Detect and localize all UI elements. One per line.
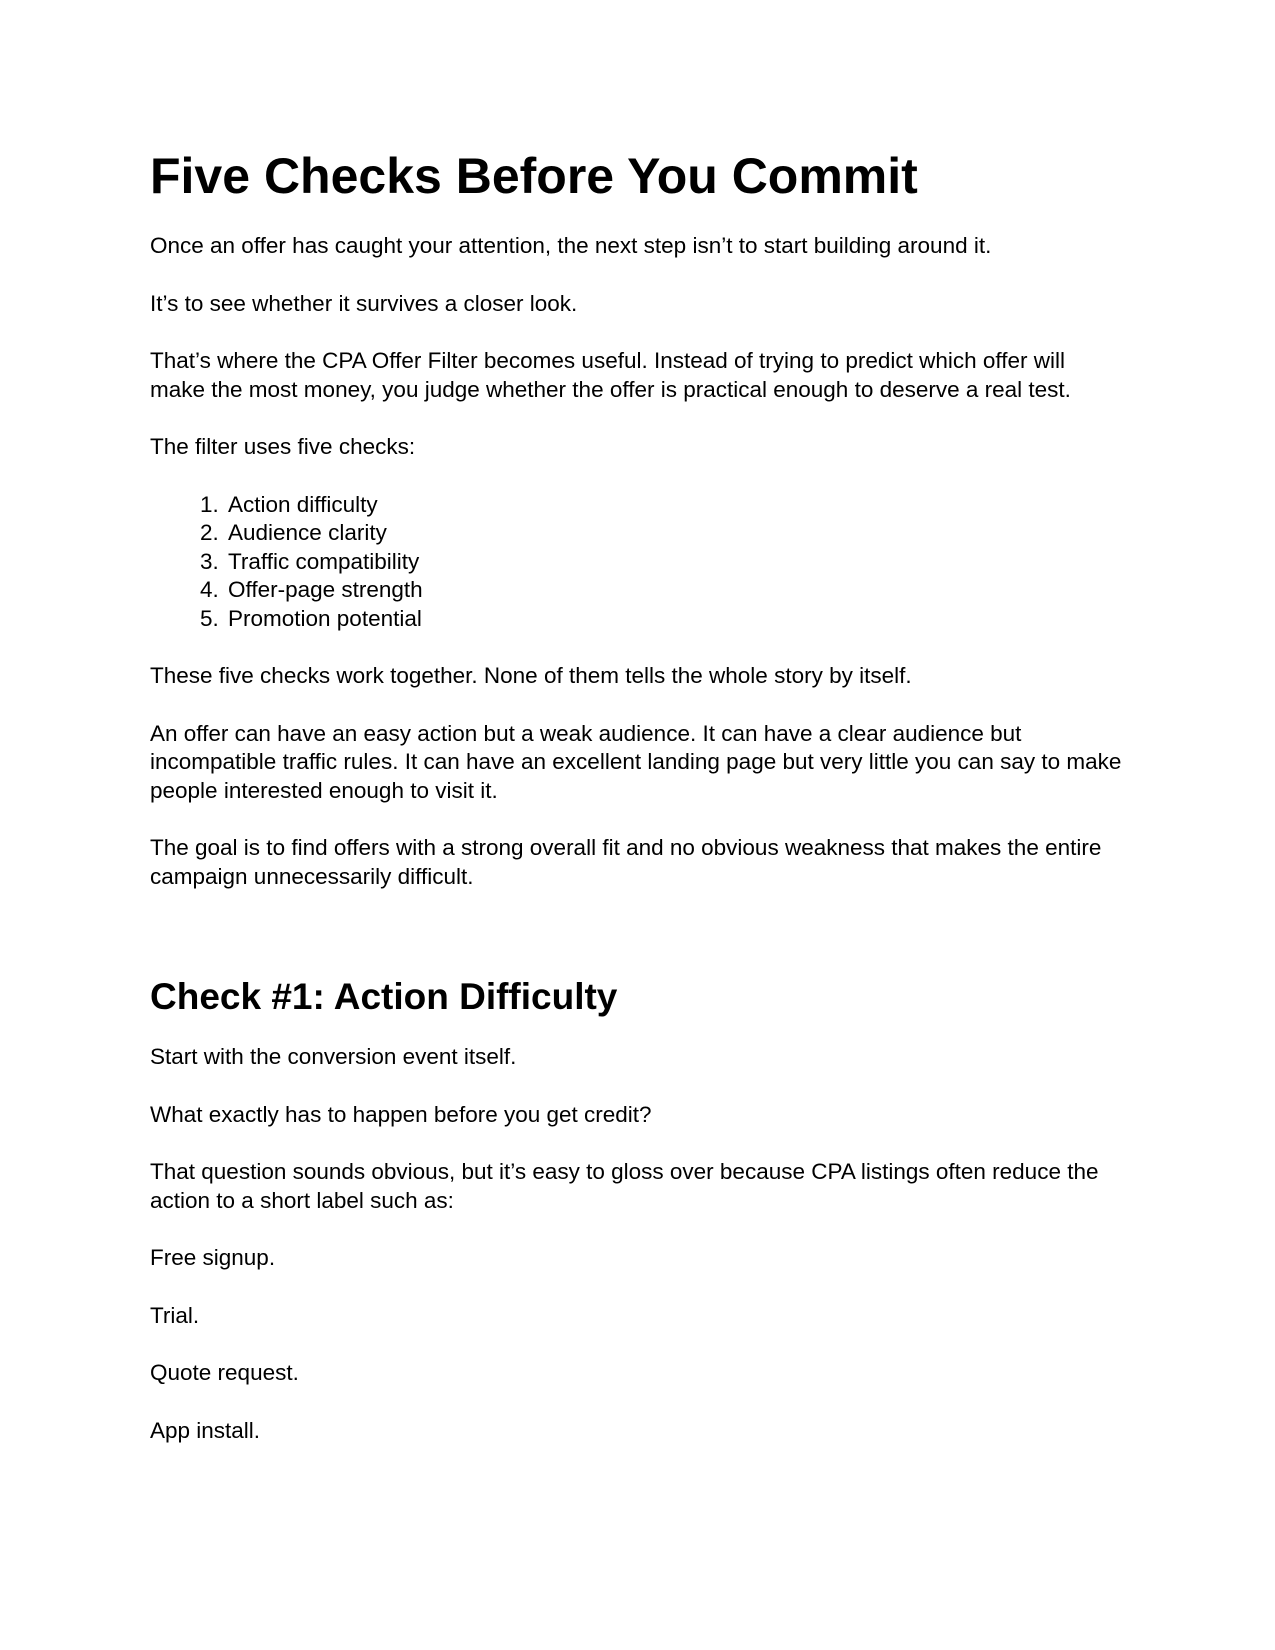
intro-paragraph-2: It’s to see whether it survives a closer look. (150, 290, 578, 316)
checks-list (150, 491, 1125, 634)
section-heading-check-1: Check #1: Action Difficulty (150, 976, 618, 1017)
section1-paragraph-5: Trial. (150, 1302, 200, 1328)
list-item: 2. Audience clarity (225, 519, 1125, 548)
section1-paragraph-6: Quote request. (150, 1360, 299, 1385)
list-item: 4. Offer-page strength (225, 576, 1125, 605)
intro-paragraph-3: That’s where the CPA Offer Filter becomes useful. Instead of trying to predict which offer will make the most money, you judge whether the offer is practical enough to deserve a real test. (150, 348, 1071, 402)
list-item: 5. Promotion potential (225, 605, 1125, 634)
list-item: 1. Action difficulty (225, 491, 1125, 520)
body-paragraph-1: These five checks work together. None of them tells the whole story by itself. (150, 663, 912, 688)
section1-paragraph-7: App install. (150, 1417, 261, 1443)
list-item: 3. Traffic compatibility (225, 548, 1125, 577)
body-paragraph-3: The goal is to find offers with a strong overall fit and no obvious weakness that makes the entire campaign unnecessarily difficult. (150, 835, 1102, 889)
intro-paragraph-1: Once an offer has caught your attention, the next step isn’t to start building around it. (150, 233, 992, 258)
section1-paragraph-3: That question sounds obvious, but it’s easy to gloss over because CPA listings often reduce the action to a short label such as: (150, 1159, 1099, 1213)
section1-paragraph-1: Start with the conversion event itself. (150, 1044, 517, 1069)
page-title: Five Checks Before You Commit (150, 148, 918, 204)
section1-paragraph-4: Free signup. (150, 1245, 276, 1270)
section-spacer (150, 920, 1125, 975)
section1-paragraph-2: What exactly has to happen before you get credit? (150, 1101, 652, 1127)
body-paragraph-2: An offer can have an easy action but a weak audience. It can have a clear audience but incompatible traffic rules. It can have an excellent landing page but very little you can say to make people interested enough to visit it. (150, 720, 1122, 803)
intro-paragraph-4: The filter uses five checks: (150, 434, 416, 459)
